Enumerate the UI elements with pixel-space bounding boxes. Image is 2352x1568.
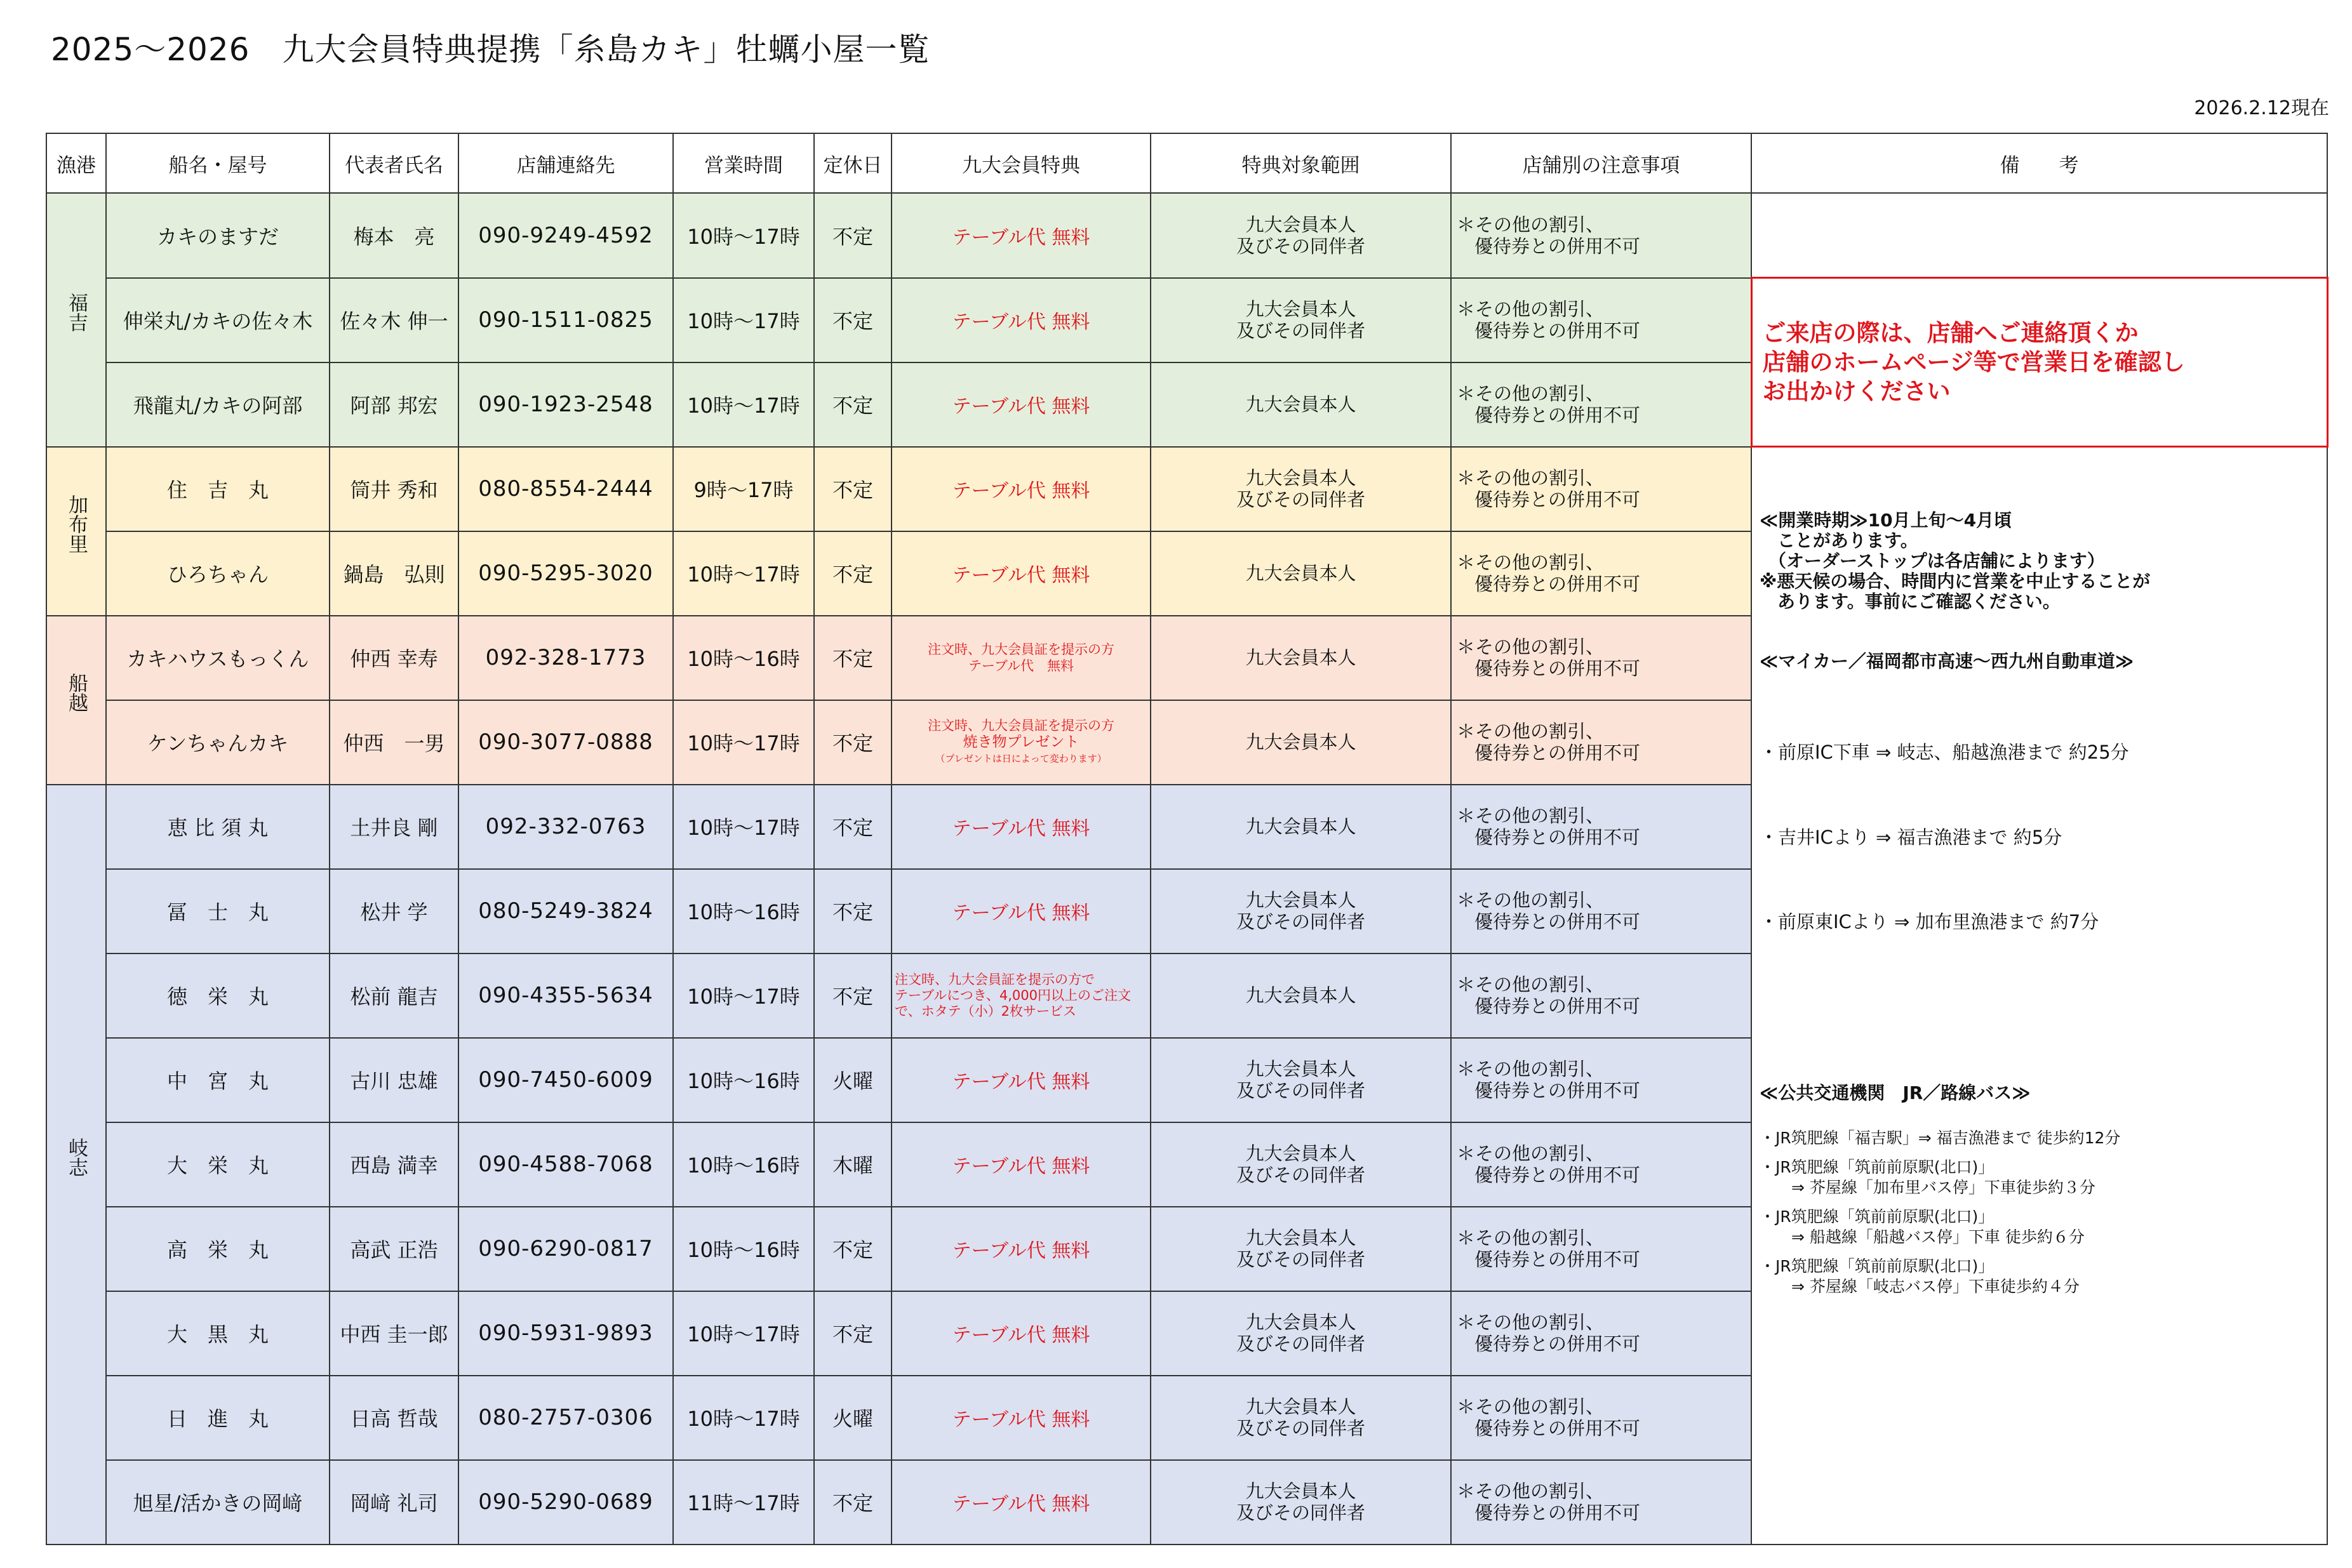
representative: 梅本 亮 bbox=[330, 193, 458, 278]
header-port: 漁港 bbox=[46, 133, 106, 193]
closed-day: 不定 bbox=[814, 785, 892, 869]
member-perk: テーブル代 無料 bbox=[892, 1376, 1151, 1460]
phone-number: 090-5290-0689 bbox=[458, 1460, 673, 1545]
representative: 日高 哲哉 bbox=[330, 1376, 458, 1460]
representative: 西島 満幸 bbox=[330, 1122, 458, 1207]
shop-note bbox=[1451, 616, 1751, 700]
note-line: 優待券との併用不可 bbox=[1474, 658, 1641, 679]
scope-line: 九大会員本人 bbox=[1245, 213, 1356, 236]
header-scope: 特典対象範囲 bbox=[1151, 133, 1451, 193]
closed-day: 火曜 bbox=[814, 1376, 892, 1460]
closed-day: 不定 bbox=[814, 1460, 892, 1545]
note-line: 優待券との併用不可 bbox=[1474, 742, 1641, 764]
ship-name: 冨 士 丸 bbox=[106, 869, 330, 953]
transit-line: ⇒ 芥屋線「加布里バス停」下車徒歩約３分 bbox=[1760, 1178, 2095, 1197]
business-hours: 10時～16時 bbox=[673, 1122, 814, 1207]
ship-name: ひろちゃん bbox=[106, 531, 330, 616]
ship-name: 徳 栄 丸 bbox=[106, 953, 330, 1038]
note-line: 優待券との併用不可 bbox=[1474, 911, 1641, 933]
ship-name: 恵 比 須 丸 bbox=[106, 785, 330, 869]
note-line: ＊その他の割引、 bbox=[1457, 1312, 1605, 1333]
note-line: ＊その他の割引、 bbox=[1457, 1227, 1605, 1249]
note-line: 優待券との併用不可 bbox=[1474, 1502, 1641, 1524]
port-label: 岐志 bbox=[65, 1137, 88, 1177]
perk-scope bbox=[1151, 278, 1451, 362]
warning-line: 店舗のホームページ等で営業日を確認し bbox=[1762, 348, 2185, 376]
shop-note bbox=[1451, 447, 1751, 531]
representative: 岡﨑 礼司 bbox=[330, 1460, 458, 1545]
business-hours: 10時～16時 bbox=[673, 1038, 814, 1122]
phone-number: 090-5295-3020 bbox=[458, 531, 673, 616]
note-line: 優待券との併用不可 bbox=[1474, 235, 1641, 257]
scope-line: 及びその同伴者 bbox=[1236, 1249, 1365, 1270]
as-of-date: 2026.2.12現在 bbox=[2194, 97, 2329, 119]
representative: 土井良 剛 bbox=[330, 785, 458, 869]
business-hours: 11時～17時 bbox=[673, 1460, 814, 1545]
header-notes: 店舗別の注意事項 bbox=[1451, 133, 1751, 193]
perk-scope bbox=[1151, 616, 1451, 700]
note-line: ＊その他の割引、 bbox=[1457, 298, 1605, 320]
closed-day: 不定 bbox=[814, 278, 892, 362]
business-hours: 10時～17時 bbox=[673, 1376, 814, 1460]
transit-line: ・JR筑肥線「筑前前原駅(北口)」 bbox=[1760, 1257, 1995, 1275]
ship-name: 伸栄丸/カキの佐々木 bbox=[106, 278, 330, 362]
scope-line: 及びその同伴者 bbox=[1236, 1080, 1365, 1101]
perk-scope bbox=[1151, 447, 1451, 531]
header-remarks: 備 考 bbox=[1751, 133, 2327, 193]
remarks-panel bbox=[1751, 447, 2327, 1545]
note-line: 優待券との併用不可 bbox=[1474, 1333, 1641, 1355]
port-label: 福吉 bbox=[65, 293, 88, 333]
note-line: ＊その他の割引、 bbox=[1457, 721, 1605, 742]
header-representative: 代表者氏名 bbox=[330, 133, 458, 193]
member-perk: テーブル代 無料 bbox=[892, 869, 1151, 953]
note-line: ＊その他の割引、 bbox=[1457, 889, 1605, 911]
closed-day: 不定 bbox=[814, 869, 892, 953]
warning-line: お出かけください bbox=[1762, 377, 1951, 405]
phone-number: 092-328-1773 bbox=[458, 616, 673, 700]
ship-name: 大 黒 丸 bbox=[106, 1291, 330, 1376]
warning-line: ご来店の際は、店舗へご連絡頂くか bbox=[1762, 319, 2139, 347]
season-title: ≪開業時期≫10月上旬～4月頃 bbox=[1760, 510, 2012, 531]
phone-number: 090-1511-0825 bbox=[458, 278, 673, 362]
member-perk: テーブル代 無料 bbox=[892, 447, 1151, 531]
perk-scope bbox=[1151, 869, 1451, 953]
closed-day: 不定 bbox=[814, 447, 892, 531]
member-perk: テーブル代 無料 bbox=[892, 1460, 1151, 1545]
business-hours: 10時～17時 bbox=[673, 953, 814, 1038]
transit-line: ・JR筑肥線「筑前前原駅(北口)」 bbox=[1760, 1158, 1995, 1176]
closed-day: 不定 bbox=[814, 362, 892, 447]
business-hours: 10時～16時 bbox=[673, 1207, 814, 1291]
representative: 佐々木 伸一 bbox=[330, 278, 458, 362]
note-line: ＊その他の割引、 bbox=[1457, 467, 1605, 489]
season-line: あります。事前にご確認ください。 bbox=[1760, 591, 2061, 612]
member-perk: テーブル代 無料 bbox=[892, 1038, 1151, 1122]
perk-scope bbox=[1151, 1038, 1451, 1122]
ship-name: 旭星/活かきの岡﨑 bbox=[106, 1460, 330, 1545]
perk-line: テーブルにつき、4,000円以上のご注文 bbox=[895, 987, 1131, 1003]
season-line: ことがあります。 bbox=[1760, 530, 1918, 551]
member-perk: テーブル代 無料 bbox=[892, 193, 1151, 278]
business-hours: 10時～17時 bbox=[673, 1291, 814, 1376]
note-line: ＊その他の割引、 bbox=[1457, 636, 1605, 658]
perk-scope bbox=[1151, 1291, 1451, 1376]
header-closed: 定休日 bbox=[814, 133, 892, 193]
note-line: 優待券との併用不可 bbox=[1474, 573, 1641, 595]
perk-scope bbox=[1151, 1376, 1451, 1460]
closed-day: 不定 bbox=[814, 953, 892, 1038]
perk-line: 注文時、九大会員証を提示の方で bbox=[895, 971, 1095, 987]
phone-number: 090-5931-9893 bbox=[458, 1291, 673, 1376]
port-kafuri bbox=[46, 447, 106, 616]
perk-line: 注文時、九大会員証を提示の方 bbox=[928, 718, 1114, 733]
closed-day: 不定 bbox=[814, 616, 892, 700]
scope-line: 及びその同伴者 bbox=[1236, 911, 1365, 933]
port-funakoshi bbox=[46, 616, 106, 785]
ship-name: 飛龍丸/カキの阿部 bbox=[106, 362, 330, 447]
representative: 仲西 幸寿 bbox=[330, 616, 458, 700]
note-line: 優待券との併用不可 bbox=[1474, 1249, 1641, 1270]
note-line: ＊その他の割引、 bbox=[1457, 974, 1605, 995]
perk-scope bbox=[1151, 1122, 1451, 1207]
member-perk: テーブル代 無料 bbox=[892, 1207, 1151, 1291]
phone-number: 080-5249-3824 bbox=[458, 869, 673, 953]
note-line: 優待券との併用不可 bbox=[1474, 995, 1641, 1017]
page-title: 2025～2026 九大会員特典提携「糸島カキ」牡蠣小屋一覧 bbox=[51, 31, 930, 68]
scope-line: 九大会員本人 bbox=[1245, 1058, 1356, 1080]
car-access-title: ≪マイカー／福岡都市高速～西九州自動車道≫ bbox=[1760, 651, 2134, 672]
ship-name: 大 栄 丸 bbox=[106, 1122, 330, 1207]
scope-line: 九大会員本人 bbox=[1245, 394, 1356, 415]
note-line: 優待券との併用不可 bbox=[1474, 1418, 1641, 1439]
scope-line: 及びその同伴者 bbox=[1236, 320, 1365, 342]
business-hours: 10時～17時 bbox=[673, 193, 814, 278]
remarks-blank bbox=[1751, 193, 2327, 278]
member-perk: テーブル代 無料 bbox=[892, 278, 1151, 362]
oyster-hut-table bbox=[46, 133, 2329, 1545]
port-label: 加布里 bbox=[65, 494, 88, 554]
car-access-line: ・前原IC下車 ⇒ 岐志、船越漁港まで 約25分 bbox=[1760, 741, 2129, 763]
scope-line: 及びその同伴者 bbox=[1236, 489, 1365, 510]
member-perk bbox=[892, 616, 1151, 700]
ship-name: 住 吉 丸 bbox=[106, 447, 330, 531]
scope-line: 九大会員本人 bbox=[1245, 298, 1356, 320]
scope-line: 九大会員本人 bbox=[1245, 562, 1356, 584]
shop-note bbox=[1451, 1460, 1751, 1545]
phone-number: 080-8554-2444 bbox=[458, 447, 673, 531]
perk-line: 焼き物プレゼント bbox=[963, 734, 1079, 750]
scope-line: 九大会員本人 bbox=[1245, 467, 1356, 489]
member-perk bbox=[892, 953, 1151, 1038]
note-line: ＊その他の割引、 bbox=[1457, 552, 1605, 573]
scope-line: 九大会員本人 bbox=[1245, 1143, 1356, 1164]
business-hours: 10時～16時 bbox=[673, 616, 814, 700]
business-hours: 10時～17時 bbox=[673, 278, 814, 362]
table-row bbox=[46, 447, 2327, 531]
business-hours: 10時～17時 bbox=[673, 362, 814, 447]
ship-name: 日 進 丸 bbox=[106, 1376, 330, 1460]
scope-line: 九大会員本人 bbox=[1245, 1480, 1356, 1502]
phone-number: 090-9249-4592 bbox=[458, 193, 673, 278]
port-label: 船越 bbox=[65, 673, 88, 712]
transit-line: ・JR筑肥線「筑前前原駅(北口)」 bbox=[1760, 1207, 1995, 1226]
business-hours: 10時～17時 bbox=[673, 785, 814, 869]
scope-line: 九大会員本人 bbox=[1245, 1312, 1356, 1333]
ship-name: カキハウスもっくん bbox=[106, 616, 330, 700]
member-perk: テーブル代 無料 bbox=[892, 362, 1151, 447]
perk-line: 注文時、九大会員証を提示の方 bbox=[928, 642, 1114, 657]
closed-day: 不定 bbox=[814, 531, 892, 616]
representative: 中西 圭一郎 bbox=[330, 1291, 458, 1376]
scope-line: 及びその同伴者 bbox=[1236, 1164, 1365, 1186]
business-hours: 10時～17時 bbox=[673, 531, 814, 616]
perk-line: テーブル代 無料 bbox=[968, 658, 1074, 674]
representative: 高武 正浩 bbox=[330, 1207, 458, 1291]
perk-line: で、ホタテ（小）2枚サービス bbox=[895, 1003, 1076, 1019]
note-line: ＊その他の割引、 bbox=[1457, 1058, 1605, 1080]
shop-note bbox=[1451, 953, 1751, 1038]
header-perk: 九大会員特典 bbox=[892, 133, 1151, 193]
season-line: ※悪天候の場合、時間内に営業を中止することが bbox=[1760, 571, 2151, 592]
perk-scope bbox=[1151, 362, 1451, 447]
closed-day: 不定 bbox=[814, 1291, 892, 1376]
perk-scope bbox=[1151, 1460, 1451, 1545]
note-line: ＊その他の割引、 bbox=[1457, 805, 1605, 827]
note-line: ＊その他の割引、 bbox=[1457, 213, 1605, 236]
scope-line: 及びその同伴者 bbox=[1236, 1418, 1365, 1439]
visit-warning-box bbox=[1751, 278, 2327, 447]
note-line: 優待券との併用不可 bbox=[1474, 489, 1641, 510]
shop-note bbox=[1451, 869, 1751, 953]
perk-scope bbox=[1151, 193, 1451, 278]
scope-line: 及びその同伴者 bbox=[1236, 1333, 1365, 1355]
business-hours: 10時～17時 bbox=[673, 700, 814, 785]
ship-name: 高 栄 丸 bbox=[106, 1207, 330, 1291]
closed-day: 不定 bbox=[814, 193, 892, 278]
shop-note bbox=[1451, 700, 1751, 785]
phone-number: 080-2757-0306 bbox=[458, 1376, 673, 1460]
scope-line: 九大会員本人 bbox=[1245, 1396, 1356, 1418]
representative: 阿部 邦宏 bbox=[330, 362, 458, 447]
shop-note bbox=[1451, 1038, 1751, 1122]
phone-number: 090-6290-0817 bbox=[458, 1207, 673, 1291]
member-perk bbox=[892, 700, 1151, 785]
note-line: ＊その他の割引、 bbox=[1457, 1396, 1605, 1418]
member-perk: テーブル代 無料 bbox=[892, 1291, 1151, 1376]
ship-name: ケンちゃんカキ bbox=[106, 700, 330, 785]
ship-name: 中 宮 丸 bbox=[106, 1038, 330, 1122]
representative: 鍋島 弘則 bbox=[330, 531, 458, 616]
shop-note bbox=[1451, 193, 1751, 278]
member-perk: テーブル代 無料 bbox=[892, 785, 1151, 869]
phone-number: 090-7450-6009 bbox=[458, 1038, 673, 1122]
car-access-line: ・吉井ICより ⇒ 福吉漁港まで 約5分 bbox=[1760, 827, 2062, 848]
shop-note bbox=[1451, 362, 1751, 447]
shop-note bbox=[1451, 531, 1751, 616]
transit-line: ・JR筑肥線「福吉駅」⇒ 福吉漁港まで 徒歩約12分 bbox=[1760, 1129, 2121, 1147]
scope-line: 九大会員本人 bbox=[1245, 1227, 1356, 1249]
note-line: 優待券との併用不可 bbox=[1474, 404, 1641, 426]
note-line: 優待券との併用不可 bbox=[1474, 1164, 1641, 1186]
shop-note bbox=[1451, 1122, 1751, 1207]
closed-day: 不定 bbox=[814, 700, 892, 785]
representative: 筒井 秀和 bbox=[330, 447, 458, 531]
member-perk: テーブル代 無料 bbox=[892, 1122, 1151, 1207]
ship-name: カキのますだ bbox=[106, 193, 330, 278]
shop-note bbox=[1451, 1207, 1751, 1291]
public-transit-title: ≪公共交通機関 JR／路線バス≫ bbox=[1760, 1082, 2031, 1103]
note-line: ＊その他の割引、 bbox=[1457, 1480, 1605, 1502]
closed-day: 火曜 bbox=[814, 1038, 892, 1122]
phone-number: 092-332-0763 bbox=[458, 785, 673, 869]
note-line: ＊その他の割引、 bbox=[1457, 383, 1605, 404]
car-access-line: ・前原東ICより ⇒ 加布里漁港まで 約7分 bbox=[1760, 911, 2099, 933]
representative: 古川 忠雄 bbox=[330, 1038, 458, 1122]
note-line: 優待券との併用不可 bbox=[1474, 320, 1641, 342]
scope-line: 九大会員本人 bbox=[1245, 816, 1356, 837]
shop-note bbox=[1451, 1376, 1751, 1460]
port-keya bbox=[46, 785, 106, 1545]
port-fukuyoshi bbox=[46, 193, 106, 447]
perk-scope bbox=[1151, 953, 1451, 1038]
season-line: （オーダーストップは各店舗によります） bbox=[1760, 550, 2105, 571]
header-hours: 営業時間 bbox=[673, 133, 814, 193]
scope-line: 九大会員本人 bbox=[1245, 985, 1356, 1006]
representative: 松井 学 bbox=[330, 869, 458, 953]
phone-number: 090-3077-0888 bbox=[458, 700, 673, 785]
scope-line: 九大会員本人 bbox=[1245, 647, 1356, 668]
representative: 松前 龍吉 bbox=[330, 953, 458, 1038]
perk-scope bbox=[1151, 1207, 1451, 1291]
phone-number: 090-1923-2548 bbox=[458, 362, 673, 447]
perk-footnote: （プレゼントは日によって変わります） bbox=[935, 753, 1107, 764]
note-line: 優待券との併用不可 bbox=[1474, 827, 1641, 848]
scope-line: 及びその同伴者 bbox=[1236, 235, 1365, 257]
table-row bbox=[46, 193, 2327, 278]
header-ship-name: 船名・屋号 bbox=[106, 133, 330, 193]
business-hours: 10時～16時 bbox=[673, 869, 814, 953]
perk-scope bbox=[1151, 785, 1451, 869]
header-contact: 店舗連絡先 bbox=[458, 133, 673, 193]
note-line: 優待券との併用不可 bbox=[1474, 1080, 1641, 1101]
note-line: ＊その他の割引、 bbox=[1457, 1143, 1605, 1164]
shop-note bbox=[1451, 785, 1751, 869]
business-hours: 9時～17時 bbox=[673, 447, 814, 531]
scope-line: 九大会員本人 bbox=[1245, 731, 1356, 753]
scope-line: 九大会員本人 bbox=[1245, 889, 1356, 911]
table-row bbox=[46, 278, 2327, 362]
phone-number: 090-4588-7068 bbox=[458, 1122, 673, 1207]
shop-note bbox=[1451, 278, 1751, 362]
representative: 仲西 一男 bbox=[330, 700, 458, 785]
scope-line: 及びその同伴者 bbox=[1236, 1502, 1365, 1524]
member-perk: テーブル代 無料 bbox=[892, 531, 1151, 616]
perk-scope bbox=[1151, 700, 1451, 785]
perk-scope bbox=[1151, 531, 1451, 616]
closed-day: 不定 bbox=[814, 1207, 892, 1291]
transit-line: ⇒ 芥屋線「岐志バス停」下車徒歩約４分 bbox=[1760, 1277, 2080, 1296]
transit-line: ⇒ 船越線「船越バス停」下車 徒歩約６分 bbox=[1760, 1228, 2085, 1246]
closed-day: 木曜 bbox=[814, 1122, 892, 1207]
shop-note bbox=[1451, 1291, 1751, 1376]
header-row bbox=[46, 133, 2327, 193]
phone-number: 090-4355-5634 bbox=[458, 953, 673, 1038]
